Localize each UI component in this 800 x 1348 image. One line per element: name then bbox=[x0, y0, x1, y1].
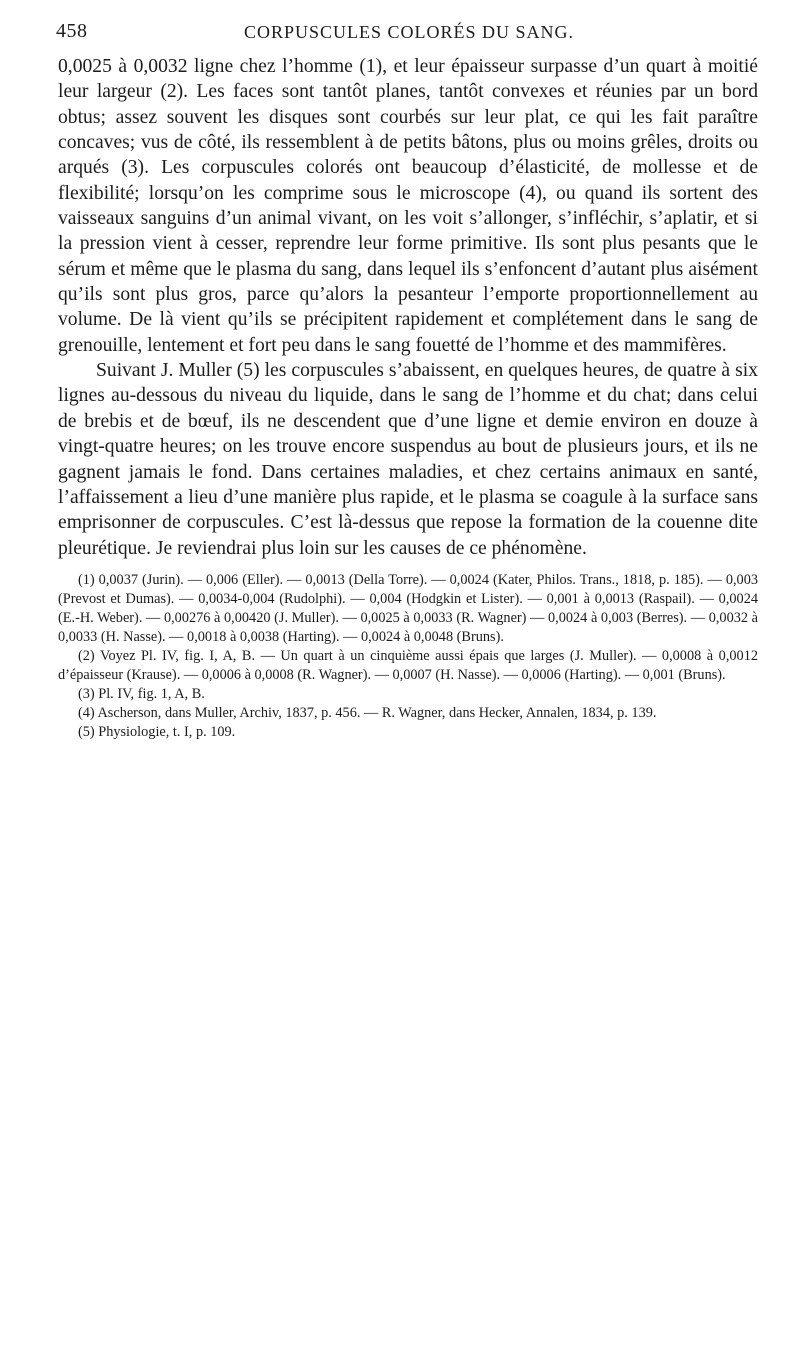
paragraph-1: 0,0025 à 0,0032 ligne chez l’homme (1), et leur épaisseur surpasse d’un quart à moitié leur largeur (2). Les faces sont tantôt planes, tantôt convexes et réunies par un bord obtus; assez souvent les disques sont courbés sur leur plat, ce qui les fait paraître concaves; vus de côté, ils ressemblent à de petits bâtons, plus ou moins grêles, droits ou arqués (3). Les corpuscules colorés ont beaucoup d’élasticité, de mollesse et de flexibilité; lorsqu’on les comprime sous le microscope (4), ou quand ils sortent des vaisseaux sanguins d’un animal vivant, on les voit s’allonger, s’infléchir, s’aplatir, et si la pression vient à cesser, reprendre leur forme primitive. Ils sont plus pesants que le sérum et même que le plasma du sang, dans lequel ils s’enfoncent d’autant plus aisément qu’ils sont plus gros, parce qu’alors la pesanteur l’emporte proportionnellement au volume. De là vient qu’ils se précipitent rapidement et complétement dans le sang de grenouille, lentement et fort peu dans le sang fouetté de l’homme et des mammifères. bbox=[58, 56, 758, 356]
running-title: CORPUSCULES COLORÉS DU SANG. bbox=[244, 22, 575, 42]
page-header bbox=[58, 20, 758, 54]
footnote-4: (4) Ascherson, dans Muller, Archiv, 1837, p. 456. — R. Wagner, dans Hecker, Annalen, 1834, p. 139. bbox=[78, 704, 657, 721]
footnote-2: (2) Voyez Pl. IV, fig. I, A, B. — Un quart à un cinquième aussi épais que larges (J. Muller). — 0,0008 à 0,0012 d’épaisseur (Krause). — 0,0006 à 0,0008 (R. Wagner). — 0,0007 (H. Nasse). — 0,0006 (Harting). — 0,001 (Bruns). bbox=[58, 647, 758, 683]
page-number: 458 bbox=[56, 20, 88, 42]
body-text bbox=[58, 54, 758, 561]
footnote-5: (5) Physiologie, t. I, p. 109. bbox=[78, 723, 236, 740]
footnote-1: (1) 0,0037 (Jurin). — 0,006 (Eller). — 0,0013 (Della Torre). — 0,0024 (Kater, Philos. Trans., 1818, p. 185). — 0,003 (Prevost et Dumas). — 0,0034-0,004 (Rudolphi). — 0,004 (Hodgkin et Lister). — 0,001 à 0,0013 (Raspail). — 0,0024 (E.-H. Weber). — 0,00276 à 0,00420 (J. Muller). — 0,0025 à 0,0033 (R. Wagner) — 0,0024 à 0,003 (Berres). — 0,0032 à 0,0033 (H. Nasse). — 0,0018 à 0,0038 (Harting). — 0,0024 à 0,0048 (Bruns). bbox=[58, 571, 758, 645]
paragraph-2: Suivant J. Muller (5) les corpuscules s’abaissent, en quelques heures, de quatre à six lignes au-dessous du niveau du liquide, dans le sang de l’homme et du chat; dans celui de brebis et de bœuf, ils ne descendent que d’une ligne et demie environ en douze à vingt-quatre heures; on les trouve encore suspendus au bout de plusieurs jours, et ils ne gagnent jamais le fond. Dans certaines maladies, et chez certains animaux en santé, l’affaissement a lieu d’une manière plus rapide, et le plasma se coagule à la surface sans emprisonner de corpuscules. C’est là-dessus que repose la formation de la couenne dite pleurétique. Je reviendrai plus loin sur les causes de ce phénomène. bbox=[58, 360, 758, 559]
book-page bbox=[58, 20, 758, 742]
footnotes bbox=[58, 571, 758, 742]
footnote-3: (3) Pl. IV, fig. 1, A, B. bbox=[78, 685, 205, 702]
